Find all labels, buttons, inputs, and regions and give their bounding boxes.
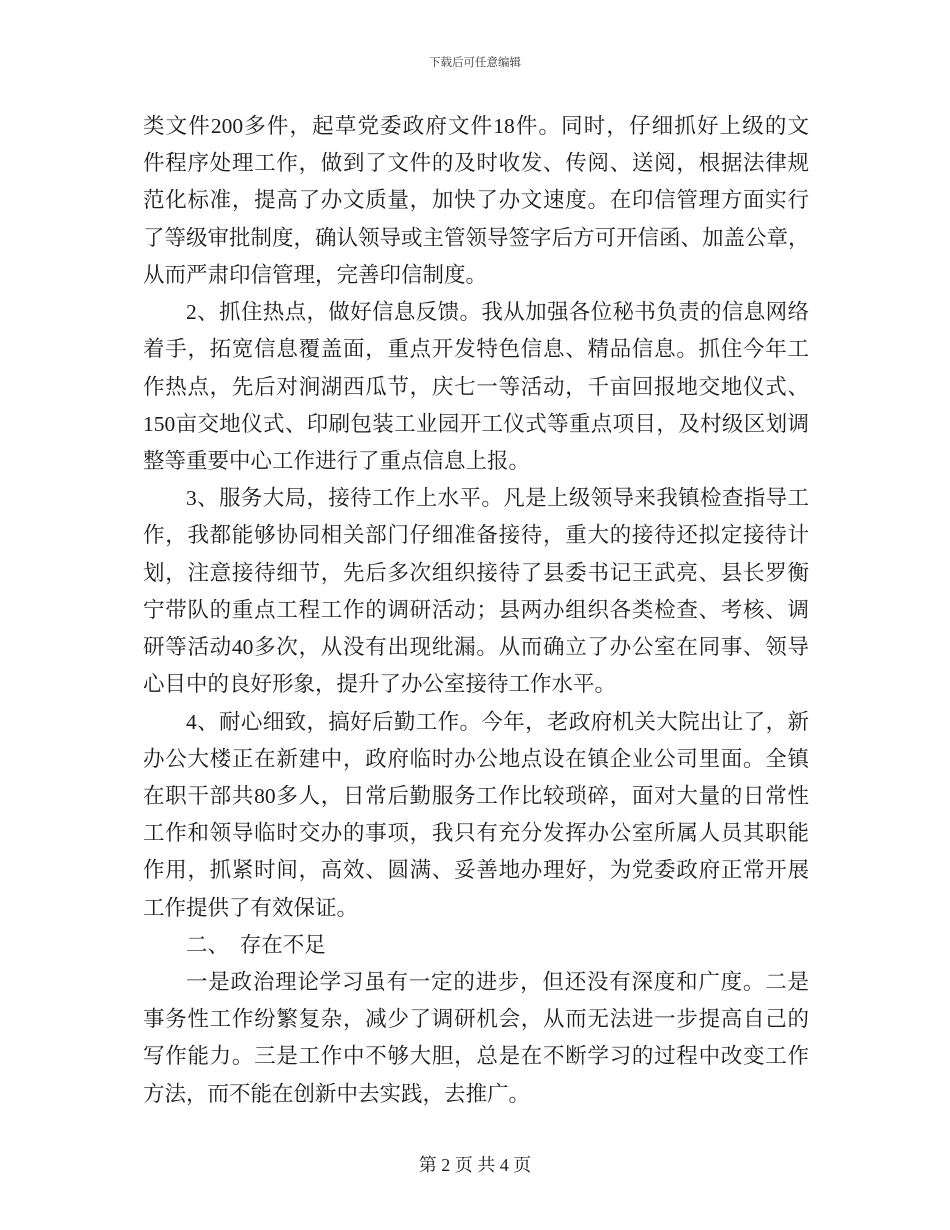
text-line: 件程序处理工作，做到了文件的及时收发、传阅、送阅，根据法律规 xyxy=(143,151,809,176)
text-line: 着手，拓宽信息覆盖面，重点开发特色信息、精品信息。抓住今年工 xyxy=(143,337,809,362)
text-line: 作用，抓紧时间，高效、圆满、妥善地办理好，为党委政府正常开展 xyxy=(143,858,809,883)
text-line: 150亩交地仪式、印刷包装工业园开工仪式等重点项目，及村级区划调 xyxy=(143,411,809,436)
section-heading: 二、 存在不足 xyxy=(186,932,326,957)
text-line: 写作能力。三是工作中不够大胆，总是在不断学习的过程中改变工作 xyxy=(143,1044,809,1069)
text-line: 3、服务大局，接待工作上水平。凡是上级领导来我镇检查指导工 xyxy=(186,486,809,511)
text-line: 2、抓住热点，做好信息反馈。我从加强各位秘书负责的信息网络 xyxy=(186,300,809,325)
text-line: 心目中的良好形象，提升了办公室接待工作水平。 xyxy=(143,672,617,697)
text-line: 在职干部共80多人，日常后勤服务工作比较琐碎，面对大量的日常性 xyxy=(143,783,809,808)
text-line: 了等级审批制度，确认领导或主管领导签字后方可开信函、加盖公章， xyxy=(143,225,810,250)
text-line: 研等活动40多次，从没有出现纰漏。从而确立了办公室在同事、领导 xyxy=(143,635,809,660)
text-line: 整等重要中心工作进行了重点信息上报。 xyxy=(143,448,531,473)
text-line: 范化标准，提高了办文质量，加快了办文速度。在印信管理方面实行 xyxy=(143,188,809,213)
page-number: 第 2 页 共 4 页 xyxy=(418,1155,532,1175)
text-line: 作热点，先后对涧湖西瓜节，庆七一等活动，千亩回报地交地仪式、 xyxy=(143,374,809,399)
text-line: 作，我都能够协同相关部门仔细准备接待，重大的接待还拟定接待计 xyxy=(143,523,809,548)
text-line: 工作提供了有效保证。 xyxy=(143,895,359,920)
text-line: 4、耐心细致，搞好后勤工作。今年，老政府机关大院出让了，新 xyxy=(186,709,809,734)
paragraph xyxy=(143,108,809,294)
text-line: 工作和领导临时交办的事项，我只有充分发挥办公室所属人员其职能 xyxy=(143,821,809,846)
paragraph xyxy=(143,704,809,927)
text-line: 划，注意接待细节，先后多次组织接待了县委书记王武亮、县长罗衡 xyxy=(143,560,809,585)
text-line: 事务性工作纷繁复杂，减少了调研机会，从而无法进一步提高自己的 xyxy=(143,1007,809,1032)
text-line: 类文件200多件，起草党委政府文件18件。同时，仔细抓好上级的文 xyxy=(143,114,809,138)
text-line: 办公大楼正在新建中，政府临时办公地点设在镇企业公司里面。全镇 xyxy=(143,746,809,771)
text-line: 从而严肃印信管理，完善印信制度。 xyxy=(143,262,488,287)
text-line: 一是政治理论学习虽有一定的进步，但还没有深度和广度。二是 xyxy=(186,970,809,995)
document-body xyxy=(143,108,809,1113)
text-line: 宁带队的重点工程工作的调研活动；县两办组织各类检查、考核、调 xyxy=(143,597,809,622)
header-note: 下载后可任意编辑 xyxy=(429,55,521,69)
paragraph xyxy=(143,480,809,703)
paragraph xyxy=(143,294,809,480)
text-line: 方法，而不能在创新中去实践，去推广。 xyxy=(143,1081,531,1106)
paragraph xyxy=(143,964,809,1113)
